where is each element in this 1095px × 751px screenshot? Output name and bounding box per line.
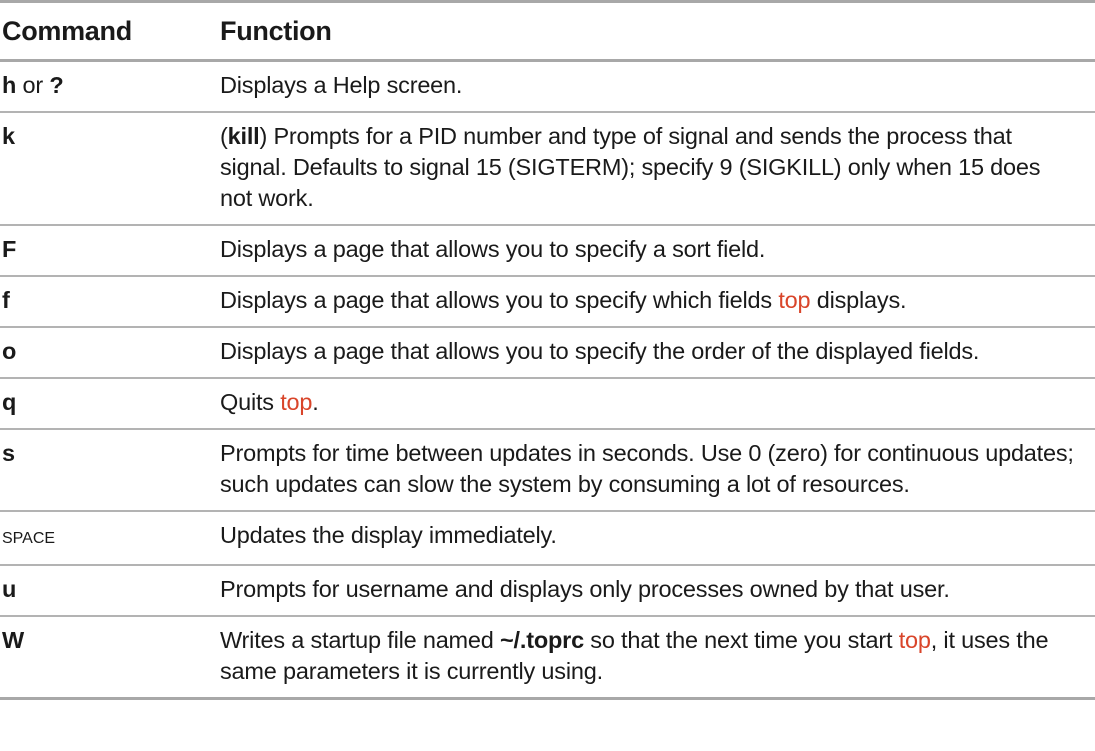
command-cell — [0, 378, 218, 429]
command-key: F — [2, 236, 17, 262]
function-cell — [218, 61, 1095, 113]
table-row — [0, 112, 1095, 225]
table-row — [0, 511, 1095, 565]
table-row — [0, 276, 1095, 327]
function-text: Displays a page that allows you to specify a sort field. — [220, 236, 766, 262]
command-key: o — [2, 338, 17, 364]
function-text-bold: kill — [227, 123, 260, 149]
function-text: . — [312, 389, 319, 415]
function-text: Displays a page that allows you to specify which fields — [220, 287, 779, 313]
command-key: ? — [49, 72, 64, 98]
table-row — [0, 429, 1095, 511]
function-text: Prompts for username and displays only processes owned by that user. — [220, 576, 950, 602]
function-text: , it uses the same parameters it is currently using. — [220, 627, 1055, 684]
function-text: Displays a Help screen. — [220, 72, 463, 98]
table-header — [0, 2, 1095, 61]
command-key: W — [2, 627, 24, 653]
top-program-reference: top — [898, 627, 931, 653]
command-key: s — [2, 440, 15, 466]
function-text: so that the next time you start — [583, 627, 899, 653]
function-text: displays. — [810, 287, 907, 313]
command-key: k — [2, 123, 15, 149]
function-cell — [218, 429, 1095, 511]
function-text: ) Prompts for a PID number and type of signal and sends the process that signal. Defaults to signal 15 (SIGTERM); specify 9 (SIGKILL) only when 15 does not work. — [220, 123, 1041, 211]
function-cell — [218, 327, 1095, 378]
function-cell — [218, 378, 1095, 429]
function-text: Displays a page that allows you to specify the order of the displayed fields. — [220, 338, 980, 364]
command-separator: or — [16, 72, 50, 98]
command-cell — [0, 565, 218, 616]
function-text: Writes a startup file named — [220, 627, 501, 653]
function-text-paren: ( — [220, 123, 228, 149]
function-cell — [218, 511, 1095, 565]
command-cell — [0, 429, 218, 511]
command-key: SPACE — [2, 530, 56, 547]
function-cell — [218, 565, 1095, 616]
function-cell — [218, 616, 1095, 699]
command-key: h — [2, 72, 17, 98]
column-header-command: Command — [2, 15, 132, 46]
function-cell — [218, 225, 1095, 276]
command-cell — [0, 327, 218, 378]
function-cell — [218, 276, 1095, 327]
function-text: Updates the display immediately. — [220, 522, 557, 548]
top-program-reference: top — [280, 389, 313, 415]
function-cell — [218, 112, 1095, 225]
table-row — [0, 225, 1095, 276]
table-body — [0, 61, 1095, 699]
table-row — [0, 378, 1095, 429]
function-text: Quits — [220, 389, 281, 415]
top-program-reference: top — [778, 287, 811, 313]
command-cell — [0, 511, 218, 565]
table-row — [0, 565, 1095, 616]
command-cell — [0, 616, 218, 699]
function-text: Prompts for time between updates in seconds. Use 0 (zero) for continuous updates; such updates can slow the system by consuming a lot of resources. — [220, 440, 1074, 497]
command-cell — [0, 276, 218, 327]
table-row — [0, 327, 1095, 378]
command-cell — [0, 112, 218, 225]
command-key: q — [2, 389, 17, 415]
column-header-function: Function — [220, 15, 332, 46]
command-key: u — [2, 576, 17, 602]
command-cell — [0, 225, 218, 276]
table-row — [0, 61, 1095, 113]
toprc-filename: ~/.toprc — [500, 627, 584, 653]
command-cell — [0, 61, 218, 113]
table-row — [0, 616, 1095, 699]
header-row — [0, 2, 1095, 61]
command-key: f — [2, 287, 10, 313]
